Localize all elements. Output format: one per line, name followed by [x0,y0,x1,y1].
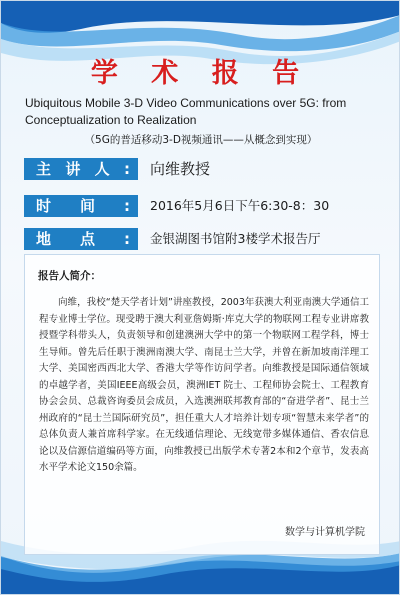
speaker-value: 向维教授 [150,160,211,178]
chinese-subtitle: （5G的普适移动3-D视频通讯——从概念到实现） [84,134,318,146]
page-title: 学 术 报 告 [90,58,312,89]
english-title: Ubiquitous Mobile 3-D Video Communications over 5G: from Conceptualization to Realization [25,96,347,127]
bio-text: 向维，我校“楚天学者计划”讲座教授，2003年获澳大利亚南澳大学通信工程专业博士学位。现受聘于澳大利亚詹姆斯·库克大学的物联网工程专业讲席教授暨学科带头人，负责领导和创建澳洲大学中的第一个物联网工程学科，博士生导师。曾先后任职于澳洲南澳大学、南昆士兰大学，并曾在新加坡南洋理工大学、美国密西西北大学、香港大学等作访问学者。向维教授是国际通信领域的卓越学者，美国IEEE高级会员，澳洲IET 院士、工程师协会院士、工程教育协会会员、总裁咨询委员会成员，入选澳洲联邦教育部的“奋进学者”、昆士兰州政府的“昆士兰国际研究员”，担任重大人才培养计划专项“智慧未来学者”的总体负责人兼首席科学家。在无线通信理论、无线宽带多媒体通信、香农信息论以及信源信道编码等方面，向维教授已出版学术专著2本和2个章节，发表高水平学术论文150余篇。 [39,297,369,473]
time-value: 2016年5月6日下午6:30-8：30 [150,198,330,213]
bio-heading: 报告人简介： [38,270,101,282]
bio-panel [24,254,380,555]
signature: 数学与计算机学院 [285,527,365,538]
place-value: 金银湖图书馆附3楼学术报告厅 [150,231,321,246]
time-label: 时间: [24,195,138,217]
place-label: 地点: [24,228,138,250]
speaker-label: 主讲人: [24,158,138,180]
